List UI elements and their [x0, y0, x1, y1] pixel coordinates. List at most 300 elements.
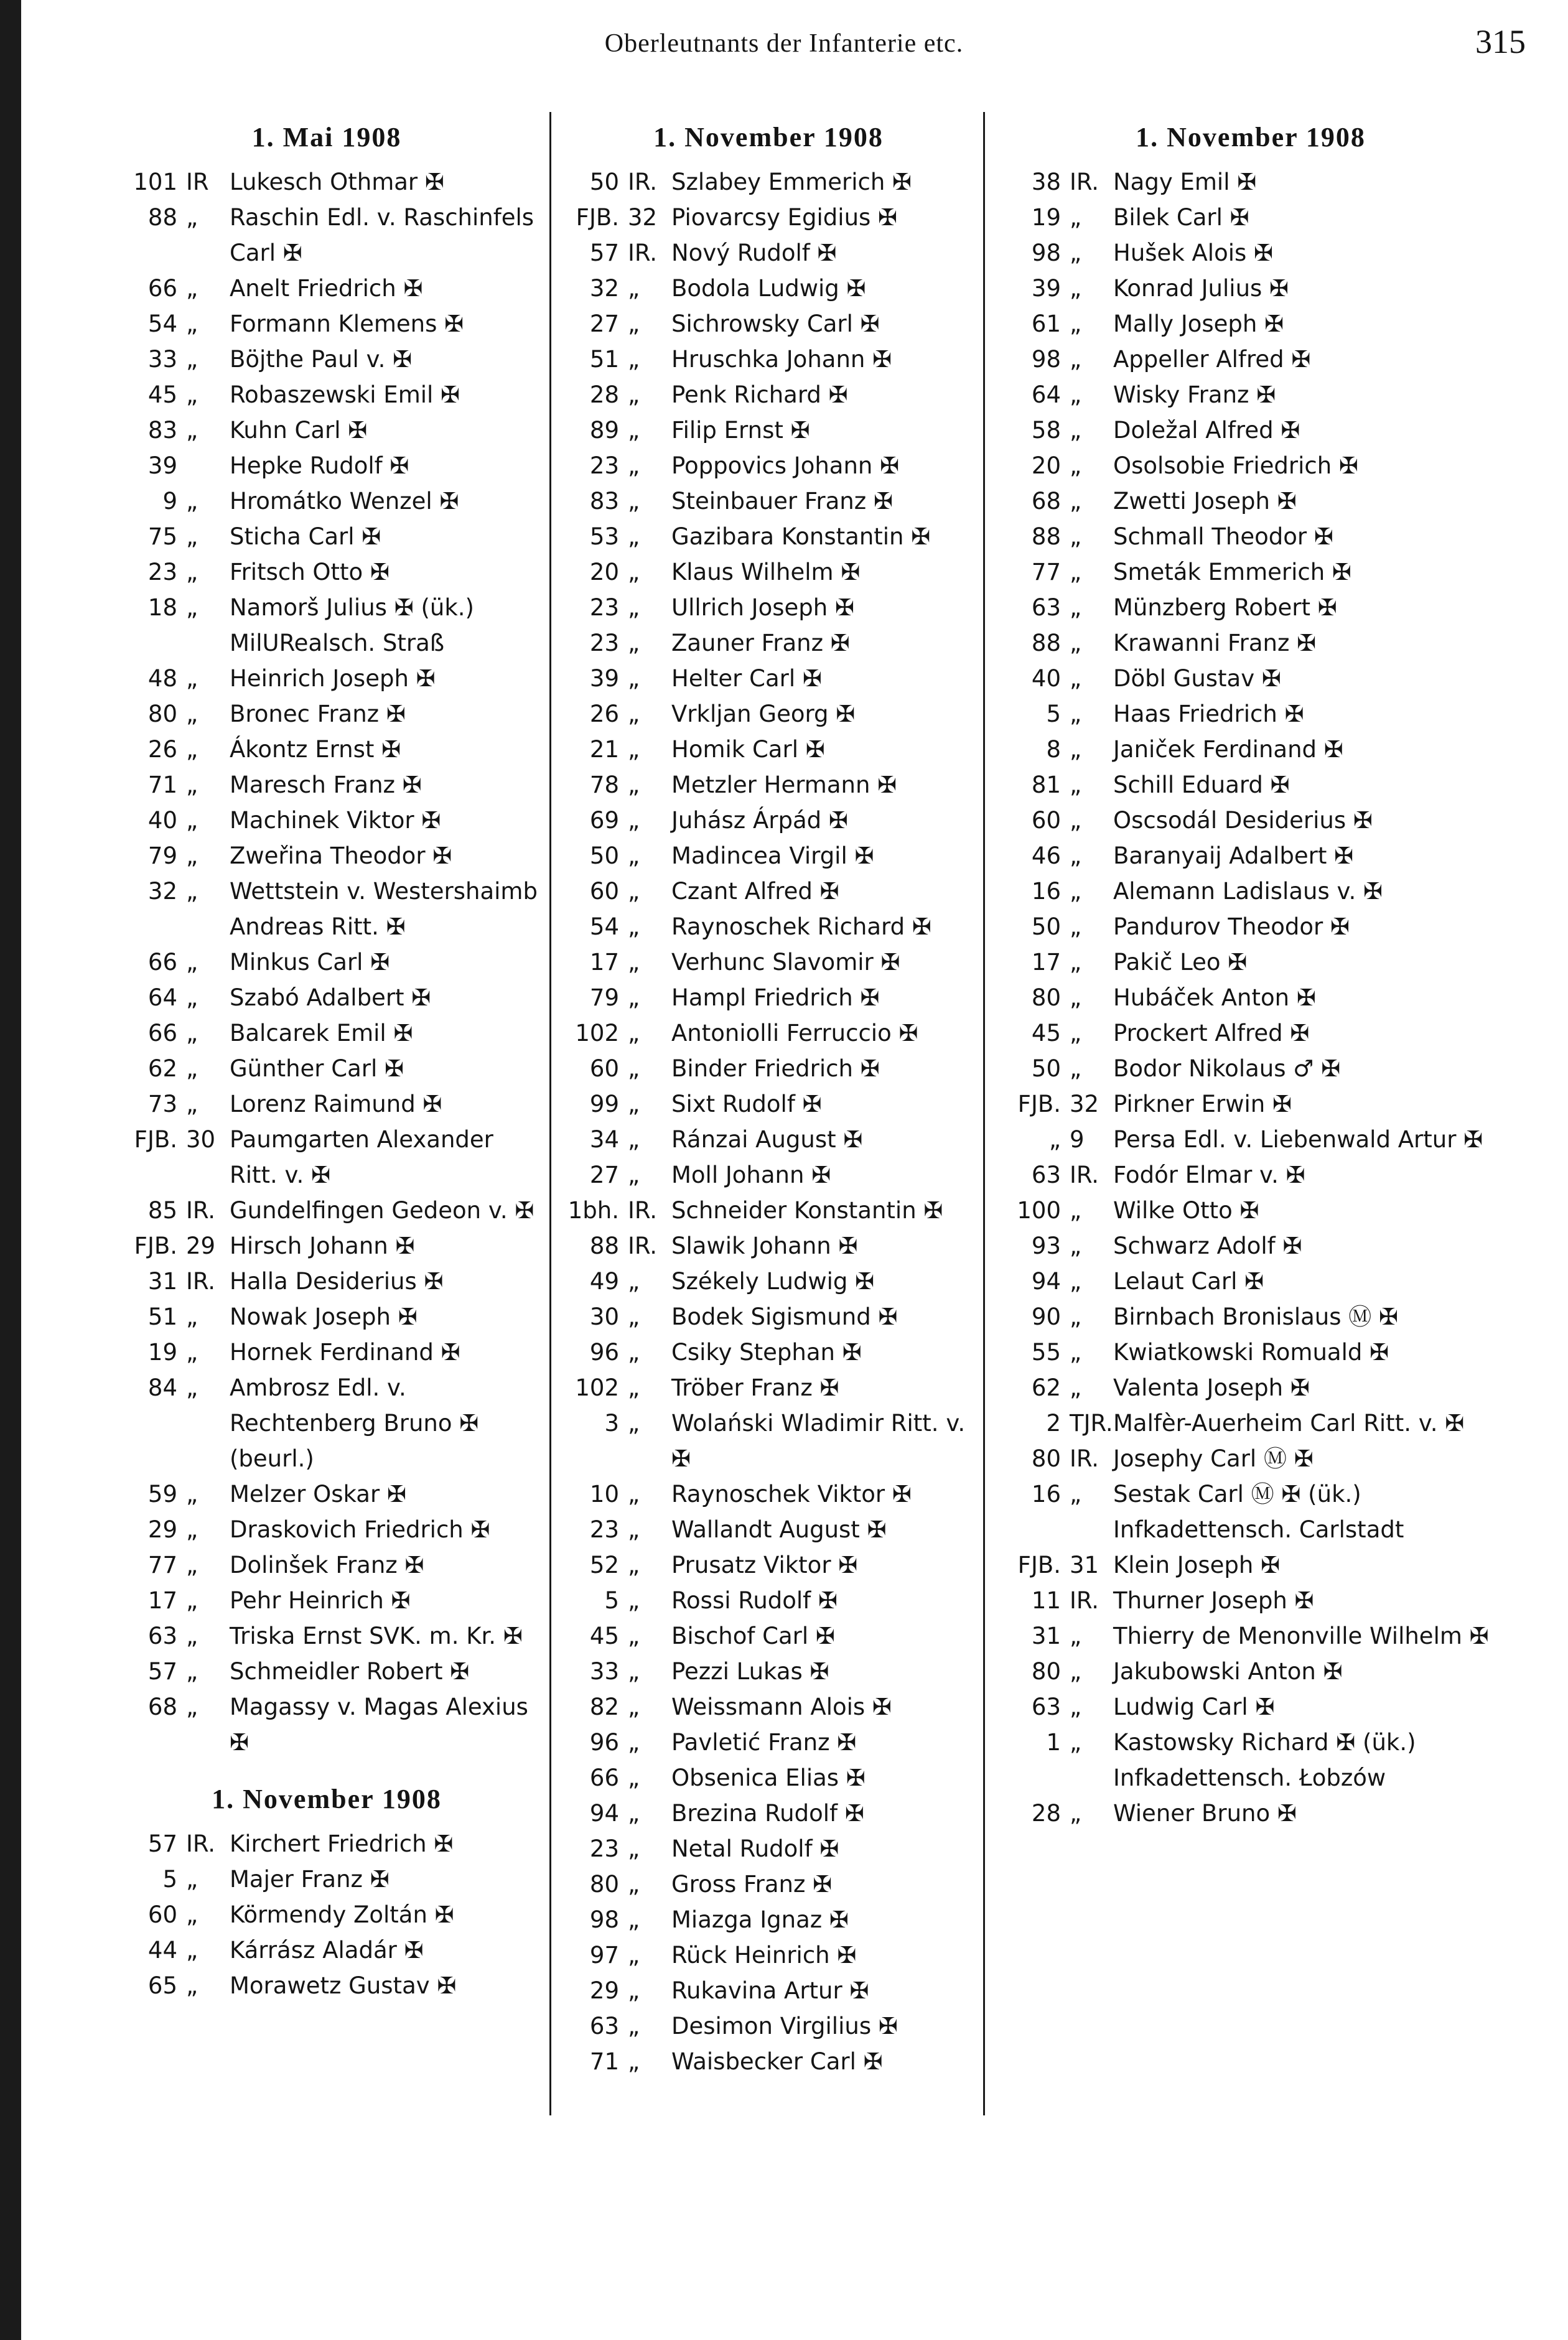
officer-name: Ludwig Carl ✠ [1113, 1694, 1275, 1720]
unit-abbrev: IR. [628, 240, 658, 266]
list-item [112, 1122, 541, 1193]
regiment-number: 62 [1031, 1374, 1061, 1401]
list-item [112, 1228, 541, 1264]
regiment-number: 27 [589, 1162, 619, 1188]
unit-abbrev: „ [628, 701, 640, 727]
regiment-number: 102 [575, 1374, 619, 1401]
officer-name: Dolinšek Franz ✠ [230, 1552, 424, 1578]
unit-abbrev: „ [628, 310, 640, 337]
officer-name: Schneider Konstantin ✠ [671, 1197, 943, 1224]
unit-abbrev: „ [628, 1020, 640, 1046]
unit-abbrev: „ [1070, 842, 1082, 869]
unit-abbrev: „ [1070, 523, 1082, 550]
list-item [554, 200, 983, 235]
unit-abbrev: „ [1070, 1374, 1082, 1401]
list-item [112, 944, 541, 980]
unit-abbrev: IR. [186, 1268, 216, 1295]
officer-name: Persa Edl. v. Liebenwald Artur ✠ [1113, 1126, 1483, 1153]
regiment-number: 33 [147, 346, 177, 373]
officer-name: Piovarcsy Egidius ✠ [671, 204, 898, 231]
unit-abbrev: „ [186, 878, 198, 905]
unit-abbrev: „ [628, 1162, 640, 1188]
officer-name: Binder Friedrich ✠ [671, 1055, 880, 1082]
unit-abbrev: „ [628, 381, 640, 408]
officer-name: Sticha Carl ✠ [230, 523, 381, 550]
unit-abbrev: „ [628, 630, 640, 656]
unit-abbrev: „ [186, 594, 198, 621]
list-item [554, 235, 983, 271]
regiment-number: 77 [147, 1552, 177, 1578]
unit-abbrev [177, 448, 230, 483]
unit-abbrev: „ [186, 1481, 198, 1508]
list-item [112, 271, 541, 306]
unit-abbrev: „ [628, 1055, 640, 1082]
officer-name: Wiener Bruno ✠ [1113, 1800, 1297, 1827]
officer-name: Ambrosz Edl. v. Rechtenberg Bruno ✠ (beurl.) [230, 1374, 479, 1472]
officer-name: Kastowsky Richard ✠ (ük.) Infkadettensch. Łobzów [1113, 1729, 1416, 1791]
list-item [112, 1335, 541, 1370]
list-item [554, 590, 983, 625]
unit-abbrev: „ [1070, 736, 1082, 763]
unit-abbrev: „ [186, 736, 198, 763]
officer-name: Filip Ernst ✠ [671, 417, 810, 444]
regiment-number: 98 [589, 1906, 619, 1933]
regiment-number: 23 [589, 1516, 619, 1543]
list-item [996, 1405, 1506, 1441]
regiment-number: 66 [147, 1020, 177, 1046]
regiment-number: 98 [1031, 346, 1061, 373]
unit-abbrev: „ [186, 1623, 198, 1649]
officer-name: Valenta Joseph ✠ [1113, 1374, 1310, 1401]
list-item [996, 1299, 1506, 1335]
officer-name: Hruschka Johann ✠ [671, 346, 892, 373]
list-item [112, 732, 541, 767]
officer-name: Appeller Alfred ✠ [1113, 346, 1311, 373]
officer-name: Kwiatkowski Romuald ✠ [1113, 1339, 1389, 1366]
officer-name: Wilke Otto ✠ [1113, 1197, 1259, 1224]
regiment-number: 10 [589, 1481, 619, 1508]
list-item [112, 1512, 541, 1547]
unit-abbrev: „ [186, 1374, 198, 1401]
list-item [996, 1228, 1506, 1264]
regiment-number: 51 [147, 1303, 177, 1330]
unit-abbrev: „ [1070, 559, 1082, 585]
officer-name: Oscsodál Desiderius ✠ [1113, 807, 1373, 834]
regiment-number: 45 [147, 381, 177, 408]
unit-abbrev: „ [186, 559, 198, 585]
regiment-number: 34 [589, 1126, 619, 1153]
officer-name: Janiček Ferdinand ✠ [1113, 736, 1343, 763]
list-item [112, 306, 541, 342]
list-item [996, 1157, 1506, 1193]
unit-abbrev: IR [186, 169, 209, 195]
list-item [996, 661, 1506, 696]
list-item [996, 1618, 1506, 1654]
officer-name: Heinrich Joseph ✠ [230, 665, 436, 692]
regiment-number: 2 [1046, 1410, 1061, 1437]
unit-abbrev: „ [628, 1800, 640, 1827]
unit-abbrev: „ [1070, 807, 1082, 834]
officer-name: Schmall Theodor ✠ [1113, 523, 1333, 550]
list-item [996, 1796, 1506, 1831]
list-item [554, 1015, 983, 1051]
list-item [996, 1583, 1506, 1618]
officer-name: Gazibara Konstantin ✠ [671, 523, 931, 550]
list-item [112, 519, 541, 554]
list-item [554, 1370, 983, 1405]
page-header [37, 22, 1531, 66]
unit-abbrev: „ [186, 771, 198, 798]
unit-abbrev: „ [186, 807, 198, 834]
regiment-number: 54 [147, 310, 177, 337]
list-item [112, 1897, 541, 1932]
officer-name: Balcarek Emil ✠ [230, 1020, 413, 1046]
list-item [996, 1051, 1506, 1086]
unit-abbrev: „ [1070, 346, 1082, 373]
unit-abbrev: „ [186, 1303, 198, 1330]
regiment-number: 51 [589, 346, 619, 373]
regiment-number: 63 [1031, 1162, 1061, 1188]
running-title: Oberleutnants der Infanterie etc. [604, 29, 964, 58]
unit-abbrev: „ [628, 1126, 640, 1153]
regiment-number: 73 [147, 1091, 177, 1117]
unit-abbrev: „ [628, 1906, 640, 1933]
section-heading: 1. November 1908 [212, 1784, 442, 1814]
officer-name: Rossi Rudolf ✠ [671, 1587, 838, 1614]
list-item [554, 1086, 983, 1122]
officer-name: Pavletić Franz ✠ [671, 1729, 857, 1756]
list-item [996, 696, 1506, 732]
regiment-number: 94 [1031, 1268, 1061, 1295]
officer-name: Wisky Franz ✠ [1113, 381, 1276, 408]
unit-abbrev: „ [186, 1866, 198, 1893]
officer-name: Münzberg Robert ✠ [1113, 594, 1337, 621]
unit-abbrev: 32 [1070, 1091, 1099, 1117]
unit-abbrev: „ [1070, 594, 1082, 621]
officer-name: Kirchert Friedrich ✠ [230, 1830, 454, 1857]
list-item [112, 1264, 541, 1299]
officer-name: Fodór Elmar v. ✠ [1113, 1162, 1305, 1188]
regiment-number: 16 [1031, 878, 1061, 905]
officer-name: Prockert Alfred ✠ [1113, 1020, 1310, 1046]
unit-abbrev: „ [1070, 1658, 1082, 1685]
unit-abbrev: „ [628, 807, 640, 834]
officer-name: Minkus Carl ✠ [230, 949, 390, 976]
list-item [554, 413, 983, 448]
regiment-number: 23 [147, 559, 177, 585]
list-item [554, 1512, 983, 1547]
list-item [996, 271, 1506, 306]
list-item [554, 1335, 983, 1370]
unit-abbrev: „ [1070, 1729, 1082, 1756]
officer-name: Melzer Oskar ✠ [230, 1481, 406, 1508]
regiment-number: 77 [1031, 559, 1061, 585]
list-item [996, 874, 1506, 909]
unit-abbrev: „ [1070, 984, 1082, 1011]
unit-abbrev: „ [1070, 1268, 1082, 1295]
regiment-number: 80 [1031, 1445, 1061, 1472]
unit-abbrev: „ [1070, 1481, 1082, 1508]
list-item [996, 625, 1506, 661]
regiment-number: 50 [589, 169, 619, 195]
regiment-number: 53 [589, 523, 619, 550]
list-item [554, 1583, 983, 1618]
officer-name: Sestak Carl Ⓜ ✠ (ük.) Infkadettensch. Carlstadt [1113, 1481, 1404, 1543]
list-item [554, 1122, 983, 1157]
list-item [112, 1086, 541, 1122]
regiment-number: 29 [589, 1977, 619, 2004]
list-item [112, 874, 541, 944]
unit-abbrev: „ [1070, 1339, 1082, 1366]
officer-name: Halla Desiderius ✠ [230, 1268, 444, 1295]
regiment-number: 39 [147, 452, 177, 479]
regiment-number: 17 [147, 1587, 177, 1614]
unit-abbrev: „ [628, 913, 640, 940]
unit-abbrev: „ [1070, 488, 1082, 515]
list-item [996, 448, 1506, 483]
officer-name: Smeták Emmerich ✠ [1113, 559, 1351, 585]
regiment-number: 50 [1031, 913, 1061, 940]
regiment-number: 17 [589, 949, 619, 976]
officer-name: Konrad Julius ✠ [1113, 275, 1289, 302]
unit-abbrev: „ [1070, 771, 1082, 798]
officer-name: Zweřina Theodor ✠ [230, 842, 452, 869]
officer-name: Ránzai August ✠ [671, 1126, 863, 1153]
officer-name: Moll Johann ✠ [671, 1162, 831, 1188]
list-item [996, 590, 1506, 625]
unit-abbrev: „ [1070, 240, 1082, 266]
officer-name: Robaszewski Emil ✠ [230, 381, 460, 408]
officer-name: Baranyaij Adalbert ✠ [1113, 842, 1354, 869]
regiment-number: 46 [1031, 842, 1061, 869]
regiment-number: 65 [147, 1972, 177, 1999]
regiment-number: 62 [147, 1055, 177, 1082]
list-item [112, 342, 541, 377]
regiment-number: 83 [589, 488, 619, 515]
regiment-number: 63 [1031, 594, 1061, 621]
list-item [112, 767, 541, 803]
regiment-number: 40 [147, 807, 177, 834]
list-item [112, 1547, 541, 1583]
list-item [112, 1051, 541, 1086]
unit-abbrev: „ [186, 1972, 198, 1999]
page-edge [0, 0, 21, 2340]
regiment-number: 40 [1031, 665, 1061, 692]
regiment-number: 27 [589, 310, 619, 337]
officer-name: Thurner Joseph ✠ [1113, 1587, 1314, 1614]
officer-name: Lorenz Raimund ✠ [230, 1091, 442, 1117]
regiment-number: 60 [1031, 807, 1061, 834]
list-item [554, 944, 983, 980]
unit-abbrev: „ [1070, 1197, 1082, 1224]
officer-name: Székely Ludwig ✠ [671, 1268, 875, 1295]
list-item [554, 306, 983, 342]
officer-name: Formann Klemens ✠ [230, 310, 464, 337]
unit-abbrev: „ [628, 771, 640, 798]
officer-name: Zauner Franz ✠ [671, 630, 850, 656]
officer-name: Mally Joseph ✠ [1113, 310, 1284, 337]
unit-abbrev: „ [628, 878, 640, 905]
column-1 [112, 111, 541, 2120]
unit-abbrev: „ [628, 2013, 640, 2039]
officer-name: Raynoschek Richard ✠ [671, 913, 931, 940]
officer-name: Ullrich Joseph ✠ [671, 594, 854, 621]
unit-abbrev: IR. [186, 1197, 216, 1224]
officer-name: Antoniolli Ferruccio ✠ [671, 1020, 918, 1046]
regiment-number: 50 [589, 842, 619, 869]
officer-name: Hepke Rudolf ✠ [230, 452, 409, 479]
unit-abbrev: „ [628, 842, 640, 869]
officer-name: Klein Joseph ✠ [1113, 1552, 1281, 1578]
list-item [996, 1689, 1506, 1725]
list-item [554, 1725, 983, 1760]
regiment-number: 58 [1031, 417, 1061, 444]
unit-abbrev: „ [628, 1835, 640, 1862]
regiment-number: 99 [589, 1091, 619, 1117]
list-item [554, 1760, 983, 1796]
list-item [554, 1299, 983, 1335]
list-item [554, 1654, 983, 1689]
regiment-number: FJB. [576, 204, 619, 231]
officer-name: Desimon Virgilius ✠ [671, 2013, 898, 2039]
officer-name: Doležal Alfred ✠ [1113, 417, 1300, 444]
officer-name: Netal Rudolf ✠ [671, 1835, 839, 1862]
officer-name: Josephy Carl Ⓜ ✠ [1113, 1445, 1314, 1472]
officer-name: Hornek Ferdinand ✠ [230, 1339, 460, 1366]
regiment-number: 63 [589, 2013, 619, 2039]
officer-name: Czant Alfred ✠ [671, 878, 839, 905]
list-item [554, 874, 983, 909]
regiment-number: 101 [133, 169, 177, 195]
officer-name: Schwarz Adolf ✠ [1113, 1233, 1302, 1259]
list-item [554, 909, 983, 944]
officer-name: Birnbach Bronislaus Ⓜ ✠ [1113, 1303, 1399, 1330]
regiment-number: 89 [589, 417, 619, 444]
regiment-number: 3 [604, 1410, 619, 1437]
officer-name: Haas Friedrich ✠ [1113, 701, 1304, 727]
list-item [554, 625, 983, 661]
regiment-number: 16 [1031, 1481, 1061, 1508]
regiment-number: 54 [589, 913, 619, 940]
unit-abbrev: „ [1070, 630, 1082, 656]
unit-abbrev: „ [186, 1937, 198, 1964]
section-heading: 1. November 1908 [1136, 122, 1366, 152]
list-item [996, 732, 1506, 767]
regiment-number: 60 [589, 878, 619, 905]
officer-name: Ákontz Ernst ✠ [230, 736, 401, 763]
list-item [996, 1654, 1506, 1689]
unit-abbrev: „ [628, 559, 640, 585]
list-item [554, 838, 983, 874]
officer-name: Kárrász Aladár ✠ [230, 1937, 424, 1964]
regiment-number: FJB. [1017, 1552, 1061, 1578]
officer-name: Pandurov Theodor ✠ [1113, 913, 1350, 940]
regiment-number: 1 [1046, 1729, 1061, 1756]
officer-name: Steinbauer Franz ✠ [671, 488, 893, 515]
officer-name: Tröber Franz ✠ [671, 1374, 839, 1401]
list-item [112, 377, 541, 413]
officer-name: Prusatz Viktor ✠ [671, 1552, 858, 1578]
regiment-number: 5 [1046, 701, 1061, 727]
officer-name: Thierry de Menonville Wilhelm ✠ [1113, 1623, 1489, 1649]
unit-abbrev: „ [628, 1623, 640, 1649]
officer-name: Hampl Friedrich ✠ [671, 984, 880, 1011]
list-item [112, 1476, 541, 1512]
unit-abbrev: „ [628, 949, 640, 976]
regiment-number: 21 [589, 736, 619, 763]
unit-abbrev: IR. [1070, 1587, 1099, 1614]
officer-name: Nowak Joseph ✠ [230, 1303, 418, 1330]
regiment-number: 39 [1031, 275, 1061, 302]
regiment-number: 26 [589, 701, 619, 727]
regiment-number: 85 [147, 1197, 177, 1224]
list-item [112, 1654, 541, 1689]
unit-abbrev: „ [628, 665, 640, 692]
list-item [996, 1122, 1506, 1157]
list-item [996, 377, 1506, 413]
unit-abbrev: „ [186, 1055, 198, 1082]
officer-name: Hromátko Wenzel ✠ [230, 488, 459, 515]
list-item [554, 2044, 983, 2079]
list-item [554, 1547, 983, 1583]
officer-name: Bilek Carl ✠ [1113, 204, 1249, 231]
list-item [112, 448, 541, 483]
list-item [996, 1370, 1506, 1405]
officer-name: Bodor Nikolaus ♂ ✠ [1113, 1055, 1341, 1082]
officer-name: Bodola Ludwig ✠ [671, 275, 866, 302]
list-item [554, 1867, 983, 1902]
unit-abbrev: 31 [1070, 1552, 1099, 1578]
list-item [996, 1335, 1506, 1370]
list-item [996, 1441, 1506, 1476]
regiment-number: 20 [1031, 452, 1061, 479]
regiment-number: 39 [589, 665, 619, 692]
officer-name: Hušek Alois ✠ [1113, 240, 1274, 266]
list-item [554, 519, 983, 554]
unit-abbrev: „ [1070, 1020, 1082, 1046]
officer-name: Wettstein v. Westershaimb Andreas Ritt. ✠ [230, 878, 538, 940]
unit-abbrev: 9 [1070, 1126, 1085, 1153]
unit-abbrev: IR. [628, 169, 658, 195]
regiment-number: 33 [589, 1658, 619, 1685]
unit-abbrev: „ [186, 1901, 198, 1928]
officer-name: Homik Carl ✠ [671, 736, 825, 763]
list-item [554, 661, 983, 696]
list-item [112, 1862, 541, 1897]
regiment-number: 80 [1031, 984, 1061, 1011]
unit-abbrev: „ [628, 736, 640, 763]
officer-name: Rück Heinrich ✠ [671, 1942, 857, 1969]
list-item [554, 696, 983, 732]
officer-name: Juhász Árpád ✠ [671, 807, 848, 834]
regiment-number: 97 [589, 1942, 619, 1969]
unit-abbrev: „ [186, 1339, 198, 1366]
column-divider [983, 112, 985, 2115]
list-item [112, 1826, 541, 1862]
regiment-number: 23 [589, 630, 619, 656]
list-item [112, 696, 541, 732]
unit-abbrev: „ [186, 346, 198, 373]
officer-name: Poppovics Johann ✠ [671, 452, 900, 479]
list-item [996, 1476, 1506, 1547]
list-item [112, 1193, 541, 1228]
list-item [112, 1583, 541, 1618]
unit-abbrev: TJR. [1070, 1410, 1113, 1437]
officer-name: Schmeidler Robert ✠ [230, 1658, 470, 1685]
section-heading: 1. November 1908 [653, 122, 884, 152]
unit-abbrev: „ [628, 1871, 640, 1898]
unit-abbrev: „ [628, 1481, 640, 1508]
